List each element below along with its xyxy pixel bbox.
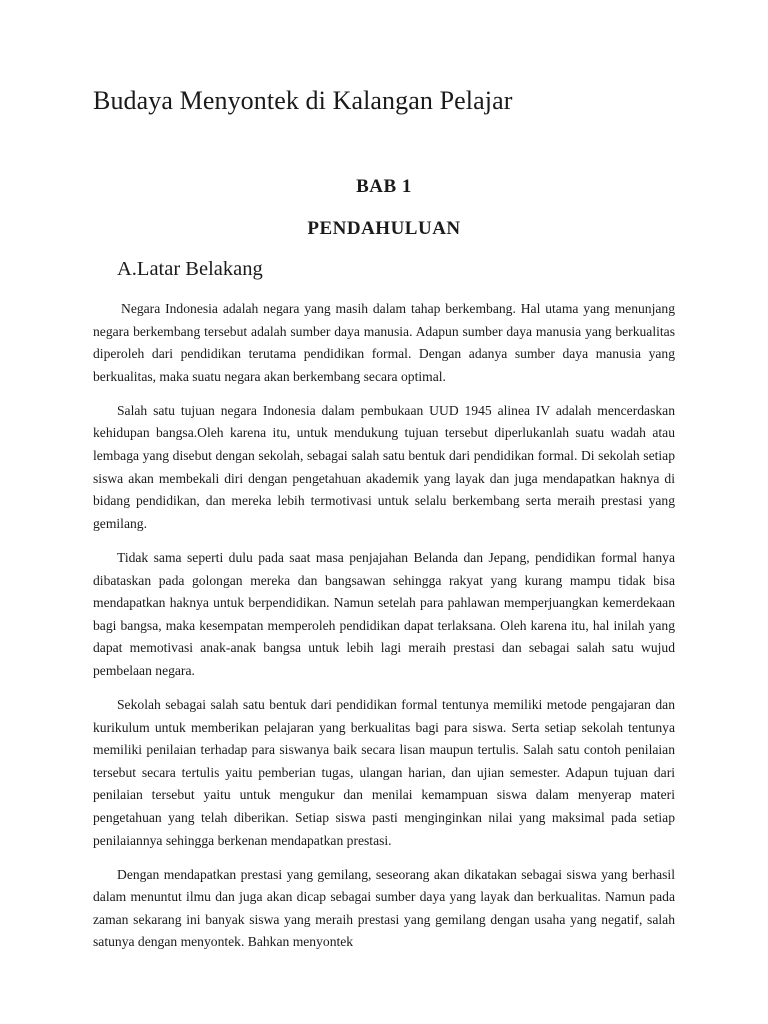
paragraph-3: Tidak sama seperti dulu pada saat masa penjajahan Belanda dan Jepang, pendidikan formal hanya dibataskan pada golongan mereka dan bangsawan sehingga rakyat yang kurang mampu tidak bisa mendapatkan haknya untuk berpendidikan. Namun setelah para pahlawan memperjuangkan kemerdekaan bagi bangsa, maka kesempatan memperoleh pendidikan dapat terlaksana. Oleh karena itu, hal inilah yang dapat memotivasi anak-anak bangsa untuk lebih lagi meraih prestasi dan sebagai salah satu wujud pembelaan negara. — [93, 549, 675, 678]
paragraph-2: Salah satu tujuan negara Indonesia dalam pembukaan UUD 1945 alinea IV adalah mencerdaskan kehidupan bangsa.Oleh karena itu, untuk mendukung tujuan tersebut diperlukanlah suatu wadah atau lembaga yang disebut dengan sekolah, sebagai salah satu bentuk dari pendidikan formal. Di sekolah setiap siswa akan membekali diri dengan pengetahuan akademik yang layak dan juga mendapatkan haknya di bidang pendidikan, dan mereka lebih termotivasi untuk selalu berkembang serta meraih prestasi yang gemilang. — [93, 402, 675, 531]
chapter-title: PENDAHULUAN — [307, 218, 461, 239]
chapter-number: BAB 1 — [356, 176, 412, 197]
document-title: Budaya Menyontek di Kalangan Pelajar — [93, 86, 513, 115]
section-heading: A.Latar Belakang — [117, 258, 263, 280]
body-text — [93, 298, 675, 966]
paragraph-5: Dengan mendapatkan prestasi yang gemilang, seseorang akan dikatakan sebagai siswa yang berhasil dalam menuntut ilmu dan juga akan dicap sebagai sumber daya yang layak dan berkualitas. Namun pada zaman sekarang ini banyak siswa yang meraih prestasi yang gemilang dengan usaha yang negatif, salah satunya dengan menyontek. Bahkan menyontek — [93, 866, 675, 950]
paragraph-1: Negara Indonesia adalah negara yang masih dalam tahap berkembang. Hal utama yang menunjang negara berkembang tersebut adalah sumber daya manusia. Adapun sumber daya manusia yang berkualitas diperoleh dari pendidikan terutama pendidikan formal. Dengan adanya sumber daya manusia yang berkualitas, maka suatu negara akan berkembang secara optimal. — [93, 301, 675, 384]
paragraph-4: Sekolah sebagai salah satu bentuk dari pendidikan formal tentunya memiliki metode pengajaran dan kurikulum untuk memberikan pelajaran yang berkualitas bagi para siswa. Serta setiap sekolah tentunya memiliki penilaian terhadap para siswanya baik secara lisan maupun tertulis. Salah satu contoh penilaian tersebut secara tertulis yaitu pemberian tugas, ulangan harian, dan ujian semester. Adapun tujuan dari penilaian tersebut yaitu untuk mengukur dan menilai kemampuan siswa dalam menyerap materi pengetahuan yang telah diberikan. Setiap siswa pasti menginginkan nilai yang maksimal pada setiap penilaiannya sehingga berkenan mendapatkan prestasi. — [93, 697, 675, 848]
